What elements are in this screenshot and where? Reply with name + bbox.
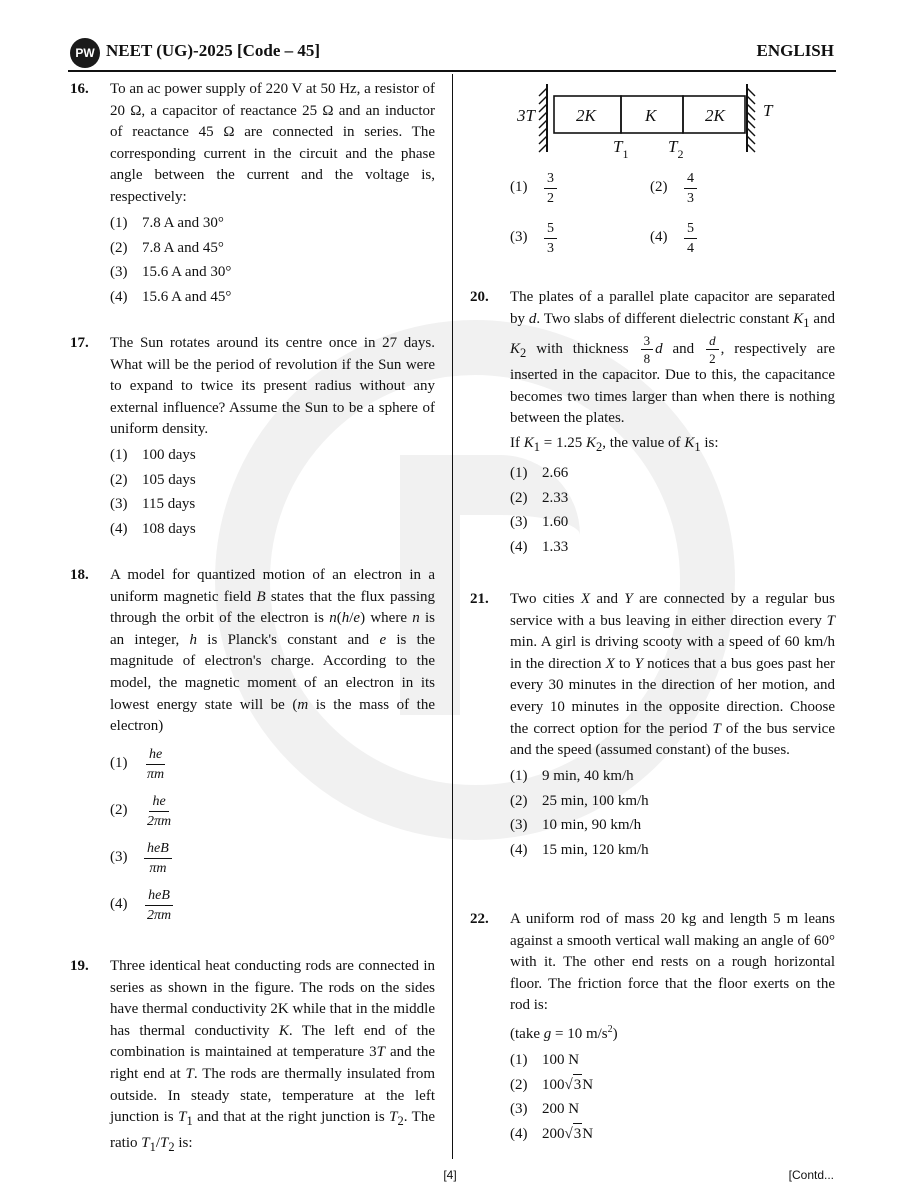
option-3[interactable]: (3) 115 days	[110, 496, 196, 513]
option-1[interactable]: (1) 100 days	[110, 447, 196, 464]
rods-figure	[470, 74, 835, 170]
question-number: 20.	[470, 289, 489, 305]
fraction: $\frac{3}{2}$	[544, 171, 557, 206]
option-2[interactable]: (2) 105 days	[110, 471, 196, 488]
fraction: $\frac{\text{heB}}{\pi m}$	[144, 841, 172, 876]
options-list	[110, 741, 435, 929]
question-number: 16.	[70, 81, 89, 97]
column-divider	[452, 74, 453, 1159]
question-text: Two cities X and Y are connected by a regular bus service with a bus leaving in either direction every T min. A girl is driving scooty with a speed of 60 km/h in the direction X to Y notices that a bus goes past her every 30 minutes in the direction of her motion, and every 10 minutes in the opposite direction. Choose the correct option for the period T of the bus service and the speed (assumed constant) of the buses.	[510, 591, 835, 759]
question-number: 18.	[70, 567, 89, 583]
rod-left-label: 2K	[576, 106, 596, 125]
question-text: A uniform rod of mass 20 kg and length 5 m leans against a smooth vertical wall making an angle of 60° with it. The other end rests on a rough horizontal floor. The friction force that the floor exerts on the rod is:	[510, 911, 835, 1014]
options-grid	[510, 166, 835, 260]
question-text: The plates of a parallel plate capacitor are separated by d. Two slabs of different dielectric constant $K_1$ and $K_2$ with thickness $\frac{3}{8}$ d and $\frac{d}{2}$ , respectively are inserted in the capacitor. Due to this, the capacitance becomes two times larger than when there is nothing between the plates.	[510, 289, 835, 427]
exam-title: NEET (UG)-2025 [Code – 45]	[106, 41, 321, 60]
option-1[interactable]: (1) 9 min, 40 km/h	[510, 768, 634, 785]
continued-label: [Contd...	[788, 1168, 834, 1182]
question-22	[470, 909, 835, 1147]
question-text: To an ac power supply of 220 V at 50 Hz, a resistor of 20 Ω, a capacitor of reactance 25 Ω and an inductor of reactance 45 Ω are connected in series. The corresponding current in the circuit and the phase angle between the current and the voltage is, respectively:	[110, 81, 435, 205]
option-2[interactable]: (2) 25 min, 100 km/h	[510, 792, 649, 809]
question-17	[70, 333, 435, 542]
fraction: $\frac{4}{3}$	[684, 171, 697, 206]
option-3[interactable]: (3) 10 min, 90 km/h	[510, 817, 642, 834]
option-1[interactable]: (1) $\frac{3}{2}$	[510, 166, 650, 210]
question-19	[70, 956, 435, 1158]
option-1[interactable]: (1) 7.8 A and 30°	[110, 215, 224, 232]
rod-middle-label: K	[645, 106, 657, 125]
question-text: Three identical heat conducting rods are connected in series as shown in the figure. The rods on the sides have thermal conductivity 2K while that in the middle has thermal conductivity K. The left end of the combination is maintained at temperature 3T and the right end at T. The rods are thermally insulated from outside. In steady state, temperature at the left junction is $T_1$ and that at the right junction is $T_2$. The ratio $T_1/T_2$ is:	[110, 958, 436, 1154]
fraction: $\frac{\text{heB}}{2\pi m}$	[147, 887, 172, 923]
sqrt-symbol: √	[564, 1125, 573, 1142]
pw-logo: PW	[70, 38, 100, 68]
options-list	[510, 1049, 835, 1147]
options-list	[510, 765, 835, 863]
question-number: 22.	[470, 911, 489, 927]
fraction: $\frac{he}{\pi m}$	[147, 746, 165, 782]
question-number: 19.	[70, 958, 89, 974]
given-data: (take g = 10 $m/s^2$)	[510, 1023, 618, 1042]
question-text: A model for quantized motion of an electron in a uniform magnetic field B states that the flux passing through the orbit of the electron is n(h/e) where n is an integer, h is Planck's constant and e is the magnitude of electron's charge. According to the model, the magnetic moment of an electron in its lowest energy state will be (m is the mass of the electron)	[110, 567, 435, 735]
question-condition: If $K_1 = 1.25$ $K_2$, the value of $K_1$ is:	[510, 434, 719, 454]
option-2[interactable]: (2) 7.8 A and 45°	[110, 239, 224, 256]
junction-2-label: $T_2$	[668, 137, 684, 161]
option-3[interactable]: (3) $\frac{\text{heB}}{\pi m}$	[110, 835, 435, 882]
question-number: 21.	[470, 591, 489, 607]
question-18	[70, 565, 435, 929]
question-21	[470, 589, 835, 863]
option-3[interactable]: (3) 200 N	[510, 1101, 580, 1118]
question-20	[470, 287, 835, 560]
fraction: $\frac{5}{3}$	[544, 221, 557, 256]
page-number: [4]	[443, 1168, 457, 1182]
left-temp-label: 3T	[517, 106, 535, 125]
question-16	[70, 79, 435, 310]
option-4[interactable]: (4) $\frac{\text{heB}}{2\pi m}$	[110, 882, 435, 929]
page-header	[0, 0, 900, 72]
option-4[interactable]: (4) $\frac{5}{4}$	[650, 216, 790, 260]
options-list	[110, 212, 435, 310]
option-1[interactable]: (1) 100 N	[510, 1052, 580, 1069]
fraction: $\frac{he}{2\pi m}$	[147, 793, 172, 829]
junction-1-label: $T_1$	[613, 137, 629, 161]
language-label: ENGLISH	[756, 41, 834, 60]
options-list	[510, 462, 835, 560]
option-4[interactable]: (4) 200 √ 3 N	[510, 1122, 835, 1147]
fraction: $\frac{5}{4}$	[684, 221, 697, 256]
option-4[interactable]: (4) 15.6 A and 45°	[110, 288, 232, 305]
option-1[interactable]: (1) $\frac{he}{\pi m}$	[110, 741, 435, 788]
option-2[interactable]: (2) 100 √ 3 N	[510, 1073, 835, 1098]
header-rule	[68, 70, 836, 72]
fraction-d-2: $\frac{d}{2}$	[706, 334, 719, 365]
fraction-3-8: $\frac{3}{8}$	[641, 334, 654, 365]
option-3[interactable]: (3) 1.60	[510, 514, 569, 531]
options-list	[110, 444, 435, 542]
option-4[interactable]: (4) 1.33	[510, 538, 569, 555]
option-3[interactable]: (3) 15.6 A and 30°	[110, 264, 232, 281]
option-2[interactable]: (2) $\frac{4}{3}$	[650, 166, 790, 210]
option-2[interactable]: (2) 2.33	[510, 489, 569, 506]
sqrt-symbol: √	[564, 1076, 573, 1093]
question-19-options	[470, 166, 835, 260]
left-wall-hatch	[539, 88, 547, 152]
question-number: 17.	[70, 335, 89, 351]
option-2[interactable]: (2) $\frac{he}{2\pi m}$	[110, 788, 435, 835]
option-4[interactable]: (4) 108 days	[110, 520, 196, 537]
option-3[interactable]: (3) $\frac{5}{3}$	[510, 216, 650, 260]
rod-right-label: 2K	[705, 106, 725, 125]
question-text: The Sun rotates around its centre once in 27 days. What will be the period of revolution if the Sun were to expand to twice its present radius without any external influence? Assume the Sun to be a sphere of uniform density.	[110, 335, 435, 438]
right-wall-hatch	[747, 88, 755, 152]
option-4[interactable]: (4) 15 min, 120 km/h	[510, 841, 649, 858]
right-temp-label: T	[763, 101, 773, 120]
option-1[interactable]: (1) 2.66	[510, 465, 569, 482]
